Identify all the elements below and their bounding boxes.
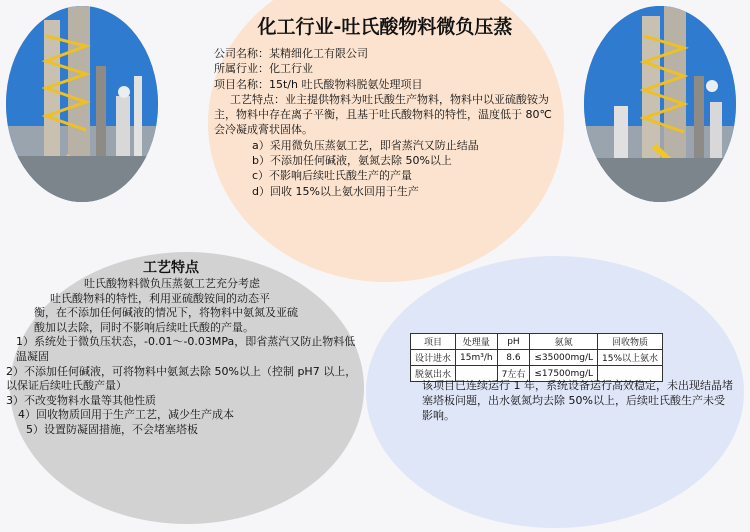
- table-cell: 8.6: [497, 350, 530, 366]
- plant-photo-right: [584, 6, 736, 202]
- features-intro-4: 酸加以去除，同时不影响后续吐氏酸的产量。: [34, 320, 254, 334]
- project-info: [214, 46, 552, 199]
- table-header: pH: [497, 334, 530, 350]
- features-body: [6, 277, 362, 438]
- process-features: 工艺特点：业主提供物料为吐氏酸生产物料，物料中以亚硫酸铵为主，物料中存在离子平衡，且基于吐氏酸物料的特性，温度低于 80℃会冷凝成膏状固体。: [214, 92, 552, 137]
- feature-item-c: c）不影响后续吐氏酸生产的产量: [252, 169, 413, 183]
- industry: 所属行业：化工行业: [214, 62, 313, 76]
- table-cell: ≤35000mg/L: [530, 350, 598, 366]
- table-cell: 15%以上氨水: [598, 350, 663, 366]
- results-summary: 该项目已连续运行 1 年，系统设备运行高效稳定，未出现结晶堵塞塔板问题，出水氨氮均去除 50%以上，后续吐氏酸生产未受影响。: [422, 379, 733, 423]
- feature-point: 1）系统处于微负压状态，-0.01～-0.03MPa，即省蒸汽又防止物料低温凝固: [16, 335, 356, 363]
- feature-point: 3）不改变物料水量等其他性质: [6, 393, 156, 407]
- features-intro-2: 吐氏酸物料的特性，利用亚硫酸铵间的动态平: [50, 291, 270, 305]
- table-header: 处理量: [456, 334, 498, 350]
- table-header: 氨氮: [530, 334, 598, 350]
- feature-point: 2）不添加任何碱液，可将物料中氨氮去除 50%以上（控制 pH7 以上，以保证后续吐氏酸产量）: [6, 364, 357, 393]
- plant-photo-left: [6, 6, 158, 202]
- page-title: 化工行业-吐氏酸物料微负压蒸: [257, 16, 513, 38]
- feature-point: 4）回收物质回用于生产工艺，减少生产成本: [18, 408, 234, 422]
- features-intro-1: 吐氏酸物料微负压蒸氨工艺充分考虑: [84, 277, 260, 290]
- table-header: 回收物质: [598, 334, 663, 350]
- features-title: 工艺特点: [143, 260, 199, 276]
- project-name: 项目名称：15t/h 吐氏酸物料脱氨处理项目: [214, 77, 423, 91]
- table-cell: 脱氨出水: [411, 366, 456, 382]
- table-row: [411, 350, 663, 366]
- table-header: 项目: [411, 334, 456, 350]
- feature-point: 5）设置防凝固措施，不会堵塞塔板: [26, 422, 198, 436]
- feature-item-b: b）不添加任何碱液，氨氮去除 50%以上: [252, 154, 452, 168]
- company-name: 公司名称：某精细化工有限公司: [214, 47, 368, 60]
- results-table: [410, 333, 663, 382]
- feature-item-d: d）回收 15%以上氨水回用于生产: [252, 184, 419, 198]
- features-intro-3: 衡，在不添加任何碱液的情况下，将物料中氨氮及亚硫: [34, 306, 298, 320]
- table-cell: 15m³/h: [456, 350, 498, 366]
- table-cell: 设计进水: [411, 350, 456, 366]
- feature-item-a: a）采用微负压蒸氨工艺，即省蒸汽又防止结晶: [252, 138, 479, 152]
- table-cell: 7左右: [497, 366, 530, 382]
- table-header-row: [411, 334, 663, 350]
- table-cell: ≤17500mg/L: [530, 366, 598, 382]
